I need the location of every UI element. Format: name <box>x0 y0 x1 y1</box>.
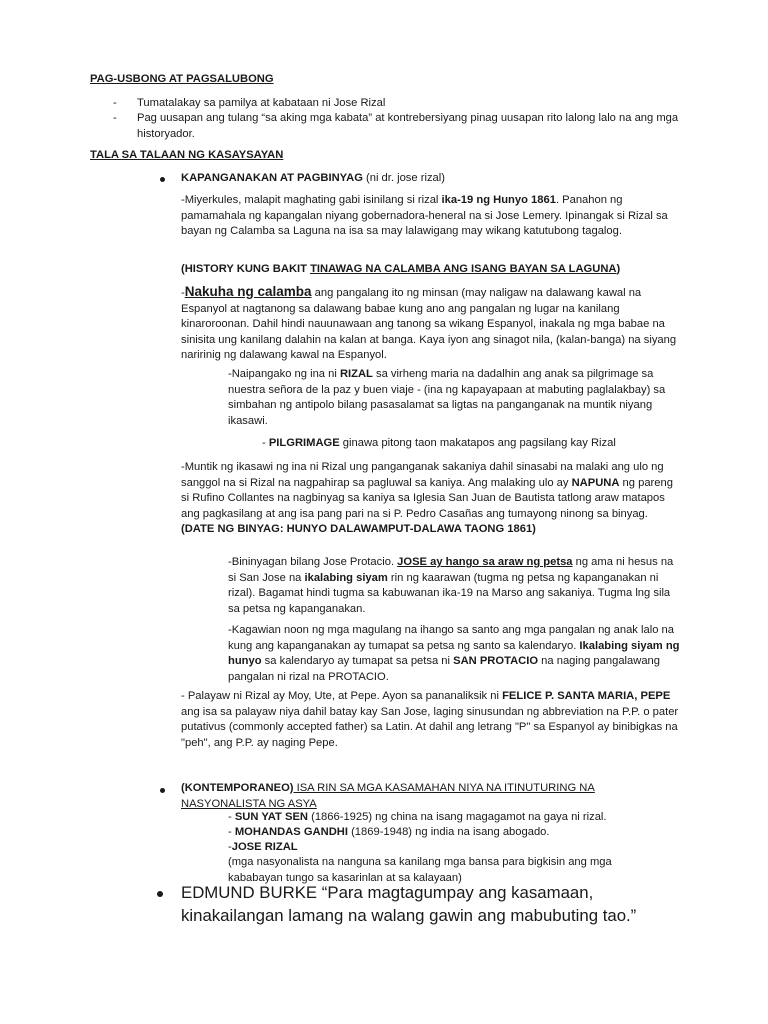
birth-title: KAPANGANAKAN AT PAGBINYAG (ni dr. jose rizal) <box>181 172 445 184</box>
kontemporaneo-title: (KONTEMPORANEO) ISA RIN SA MGA KASAMAHAN NIYA NA ITINUTURING NA NASYONALISTA NG ASYA <box>181 782 595 810</box>
calamba-paragraph: -Nakuha ng calamba ang pangalang ito ng minsan (may naligaw na dalawang kawal na Espanyol at nagtanong sa dalawang babae kung ano ang pangalan ng lugar na kanilang kinaroroonan. Dahil hindi nauunawaan ang tanong sa wikang Espanyol, inakala ng mga babae na sinisita ung kanilang dalahin na kalan at banga. Kaya iyon ang sinagot nila, (kalan-banga) na siyang naririnig ng dalawang kawal na Espanyol. <box>181 284 677 362</box>
jose-rizal-line: -JOSE RIZAL <box>228 841 298 853</box>
napangako-paragraph: -Naipangako ng ina ni RIZAL sa virheng maria na dadalhin ang anak sa pilgrimage sa nuestra señora de la paz y buen viaje - (ina ng kapayapaan at mabuting paglalakbay) sa simbahan ng antipolo bilang pasasalamat sa ligtas na panganganak na muntik niyang ikasawi. <box>228 368 666 427</box>
bullet-dot <box>160 177 165 182</box>
protacio-paragraph: -Bininyagan bilang Jose Protacio. JOSE ay hango sa araw ng petsa ng ama ni hesus na si San Jose na ikalabing siyam rin ng kaarawan (tugma ng petsa ng kapanganakan ni rizal). Bagamat hindi tugma sa kabuwanan ika-19 na Marso ang sakaniya. Tugma lng sila sa petsa ng kapanganakan. <box>228 556 674 615</box>
list-dash: - <box>113 97 117 109</box>
edmund-burke-quote: EDMUND BURKE “Para magtagumpay ang kasamaan, kinakailangan lamang na walang gawin ang mabubuting tao.” <box>181 883 637 925</box>
sun-yat-sen-line: - SUN YAT SEN (1866-1925) ng china na isang magagamot na gaya ni rizal. <box>228 811 607 823</box>
list-dash: - <box>113 112 117 124</box>
gandhi-line: - MOHANDAS GANDHI (1869-1948) ng india na isang abogado. <box>228 826 550 838</box>
section-heading-tala: TALA SA TALAAN NG KASAYSAYAN <box>90 149 284 161</box>
intro-item-2: Pag uusapan ang tulang “sa aking mga kabata” at kontrebersiyang pinag uusapan rito lalong lalo na ang mga historyador. <box>137 112 679 140</box>
section-heading-pag-usbong: PAG-USBONG AT PAGSALUBONG <box>90 73 274 85</box>
palayaw-paragraph: - Palayaw ni Rizal ay Moy, Ute, at Pepe. Ayon sa pananaliksik ni FELICE P. SANTA MARIA, PEPE ang isa sa palayaw niya dahil batay kay San Jose, laging sinusundan ng abbreviation na P.P. o pater putativus (commonly accepted father) sa Latin. At dahil ang letrang "P" sa Espanyol ay binibigkas na "peh", ang P.P. ay naging Pepe. <box>181 690 679 749</box>
bullet-dot <box>160 788 165 793</box>
intro-item-1: Tumatalakay sa pamilya at kabataan ni Jose Rizal <box>137 97 386 109</box>
pilgrimage-line: - PILGRIMAGE ginawa pitong taon makatapos ang pagsilang kay Rizal <box>262 437 616 449</box>
kagawian-paragraph: -Kagawian noon ng mga magulang na ihango sa santo ang mga pangalan ng anak lalo na kung ang kapanganakan ay tumapat sa petsa ng santo sa kalendaryo. Ikalabing siyam ng hunyo sa kalendaryo ay tumapat sa petsa ni SAN PROTACIO na naging pangalawang pangalan ni rizal na PROTACIO. <box>228 624 680 683</box>
muntik-paragraph: -Muntik ng ikasawi ng ina ni Rizal ung panganganak sakaniya dahil sinasabi na malaki ang ulo ng sanggol na si Rizal na nagpahirap sa pagluwal sa kaniya. Ang malaking ulo ay NAPUNA ng pareng si Rufino Collantes na nagbinyag sa kaniya sa Iglesia San Juan de Bautista tatlong araw matapos ang pagkasilang at ang isa pang pari na si P. Pedro Casañas ang tumayong ninong sa binyag. (DATE NG BINYAG: HUNYO DALAWAMPUT-DALAWA TAONG 1861) <box>181 461 673 536</box>
birth-paragraph: -Miyerkules, malapit maghating gabi isinilang si rizal ika-19 ng Hunyo 1861. Panahon ng pamamahala ng kapangalan niyang gobernadora-heneral na si Jose Lemery. Ipinangak si Rizal sa bayan ng Calamba sa Laguna na isa sa may lalawigang may wikang katutubong tagalog. <box>181 194 668 238</box>
bullet-dot <box>157 891 163 897</box>
nasyonalista-note: (mga nasyonalista na nanguna sa kanilang mga bansa para bigkisin ang mga kababayan tungo sa kasarinlan at sa kalayaan) <box>228 856 612 884</box>
history-heading: (HISTORY KUNG BAKIT TINAWAG NA CALAMBA ANG ISANG BAYAN SA LAGUNA) <box>181 263 621 275</box>
